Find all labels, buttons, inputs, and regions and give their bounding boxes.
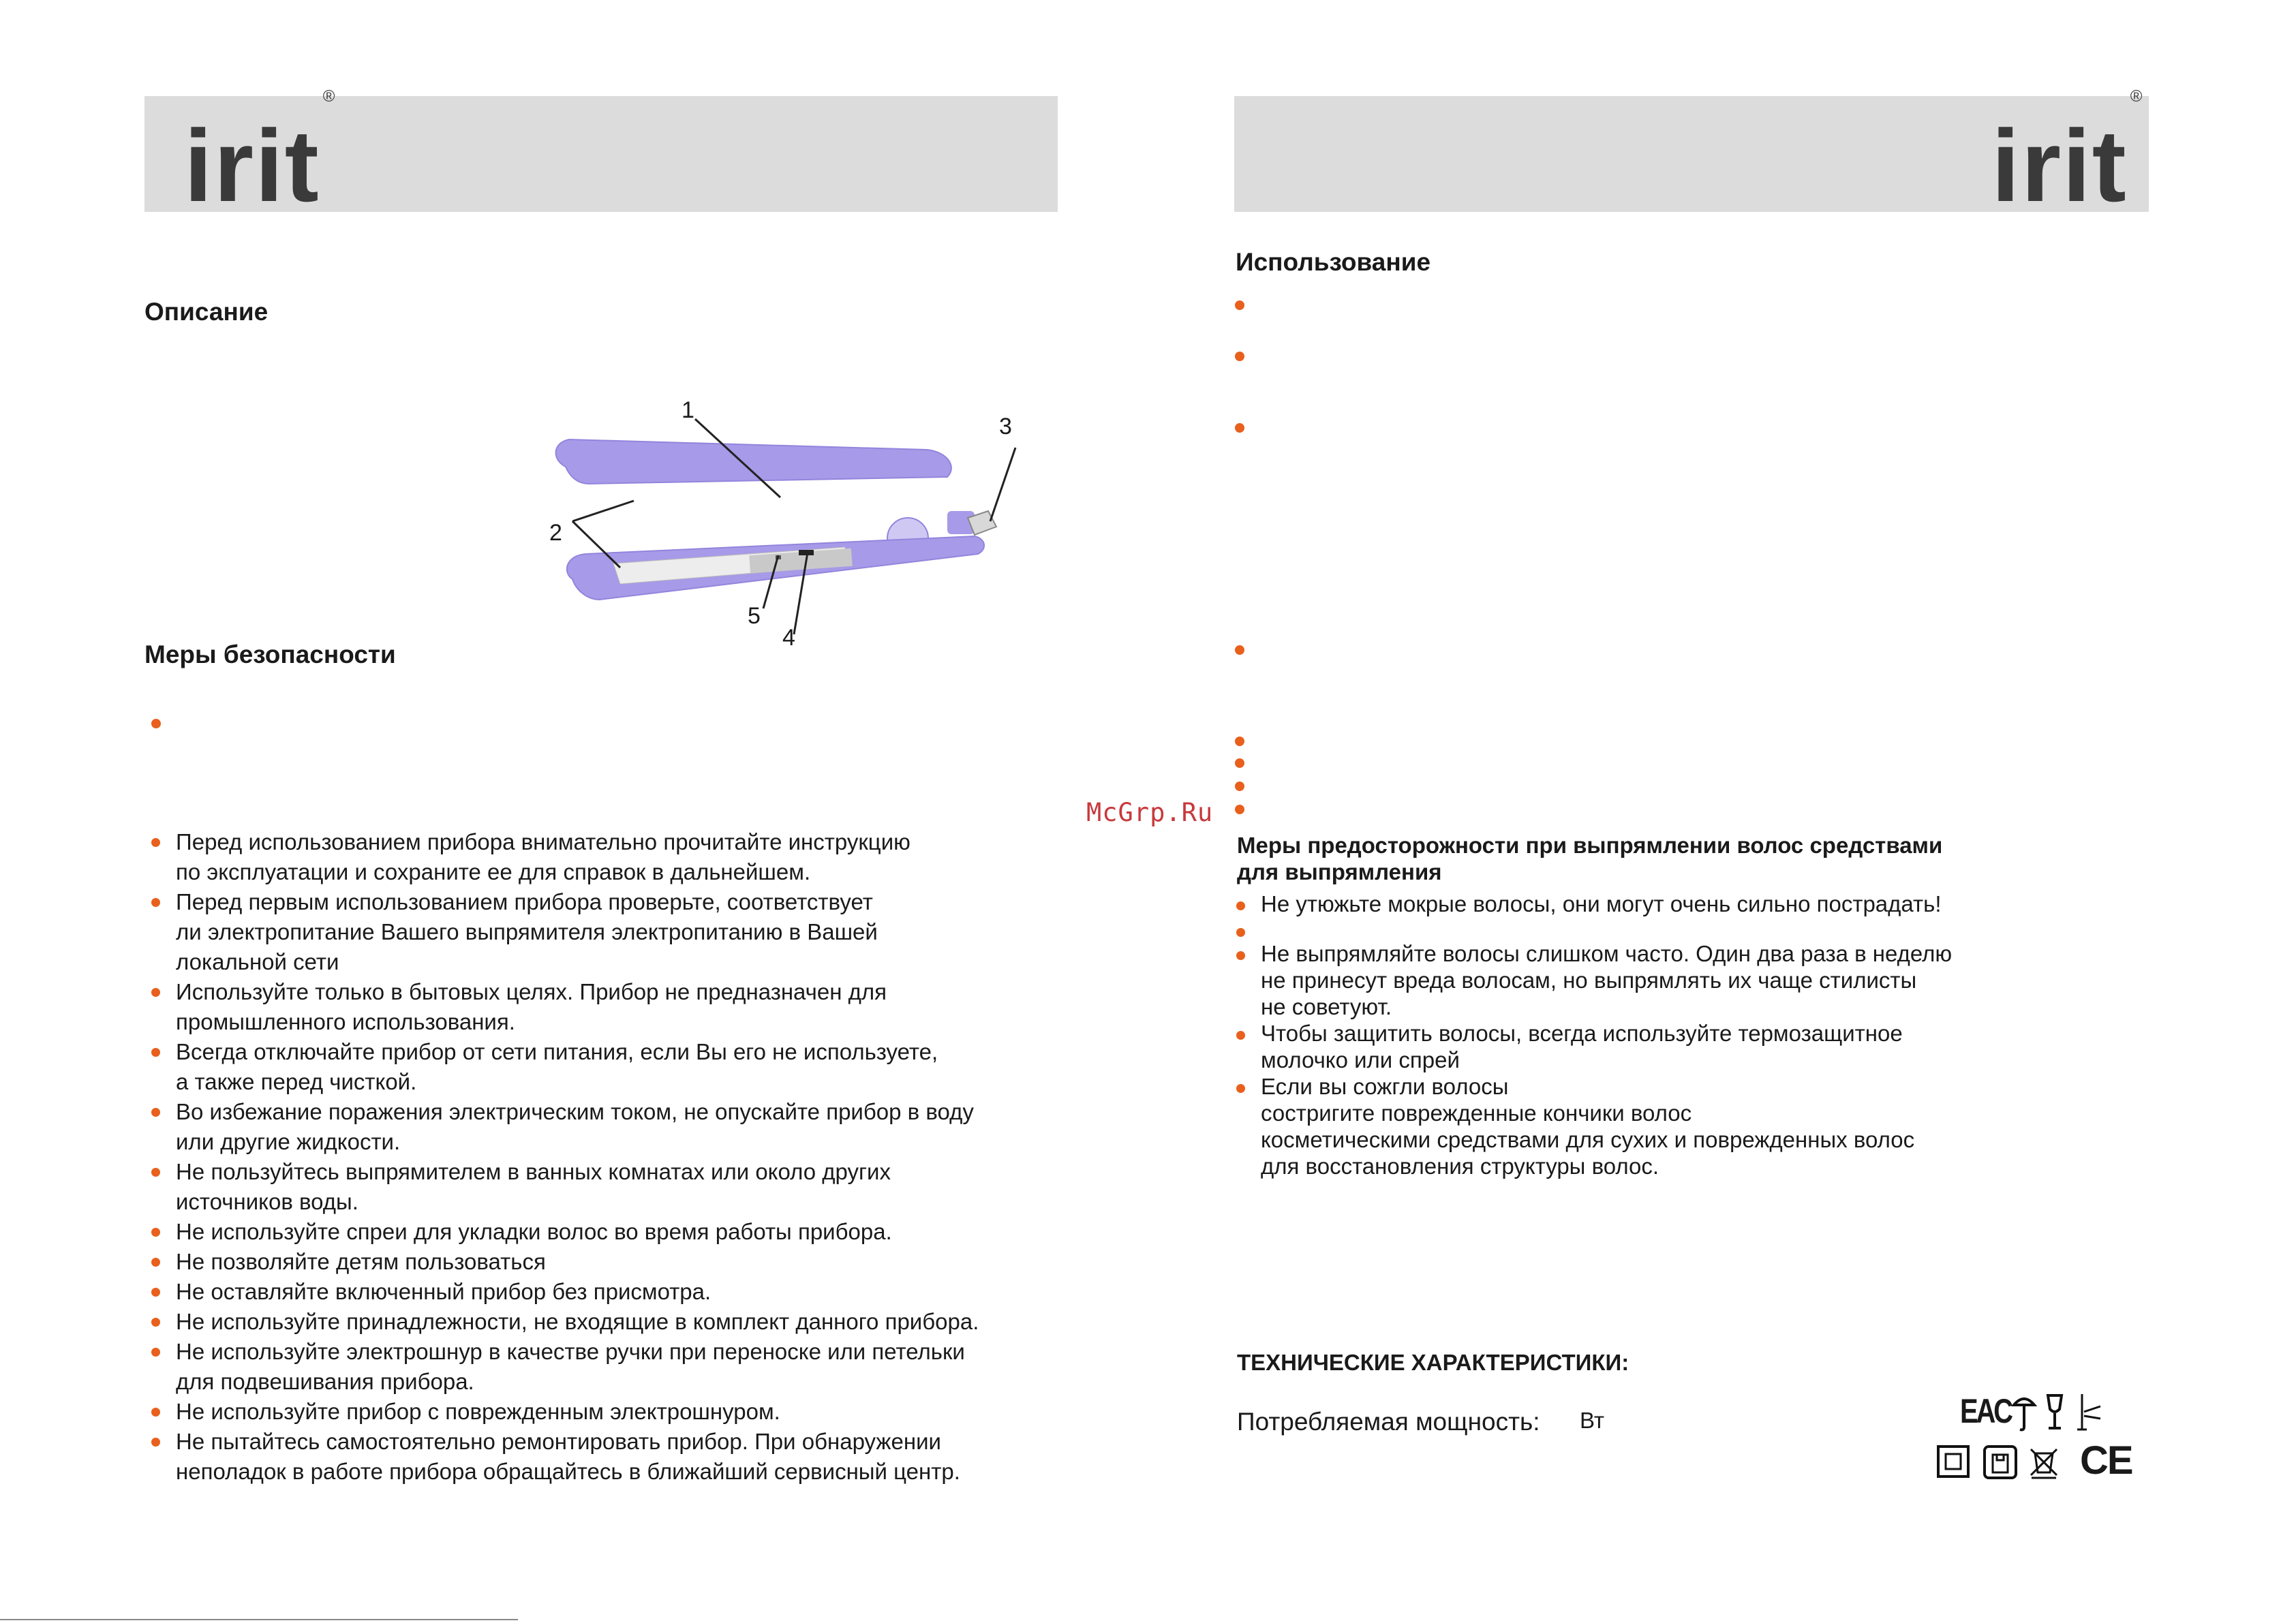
- safety-item: Перед использованием прибора внимательно прочитайте инструкцию по эксплуатации и сохраните ее для справок в дальнейшем.: [146, 827, 1073, 887]
- diagram-label-1: 1: [682, 397, 694, 423]
- usage-bullet: [1235, 782, 1244, 791]
- watermark: McGrp.Ru: [1086, 798, 1214, 827]
- safety-item: Используйте только в бытовых целях. Прибор не предназначен для промышленного использования.: [146, 977, 1073, 1037]
- tech-heading: ТЕХНИЧЕСКИЕ ХАРАКТЕРИСТИКИ:: [1237, 1350, 1629, 1375]
- safety-item: Во избежание поражения электрическим током, не опускайте прибор в воду или другие жидкости.: [146, 1097, 1073, 1157]
- page-edge-line: [0, 1619, 518, 1620]
- temperature-limit-icon: [2077, 1394, 2100, 1429]
- safety-list: [146, 827, 1073, 1487]
- fragile-icon: [2048, 1395, 2062, 1428]
- power-label: Потребляемая мощность:: [1237, 1408, 1540, 1436]
- usage-bullet: [1235, 737, 1244, 746]
- weee-bin-icon: [2031, 1449, 2057, 1478]
- straightener-diagram: [538, 392, 1029, 651]
- registered-mark: ®: [322, 87, 337, 106]
- usage-bullet: [1235, 300, 1244, 310]
- umbrella-icon: [2014, 1399, 2034, 1430]
- class2-icon: [1938, 1447, 1968, 1477]
- diagram-label-4: 4: [782, 625, 795, 651]
- precaution-item: Не выпрямляйте волосы слишком часто. Один два раза в неделю не принесут вреда волосам, но выпрямлять их чаще стилисты не советуют.: [1231, 940, 2144, 1020]
- safety-heading: Меры безопасности: [144, 640, 396, 668]
- brand-logo-left: [184, 87, 337, 223]
- safety-item: Перед первым использованием прибора проверьте, соответствует ли электропитание Вашего выпрямителя электропитанию в Вашей локальной сети: [146, 887, 1073, 977]
- handling-icons-top: [2010, 1391, 2113, 1434]
- safety-item: Всегда отключайте прибор от сети питания, если Вы его не используете, а также перед чисткой.: [146, 1037, 1073, 1097]
- usage-bullet: [1235, 805, 1244, 814]
- usage-heading: Использование: [1236, 248, 1431, 276]
- safety-item: Не пользуйтесь выпрямителем в ванных комнатах или около других источников воды.: [146, 1157, 1073, 1217]
- safety-item: Не используйте прибор с поврежденным электрошнуром.: [146, 1397, 1073, 1427]
- usage-bullet: [1235, 352, 1244, 361]
- safety-item: Не используйте принадлежности, не входящие в комплект данного прибора.: [146, 1307, 1073, 1337]
- diagram-label-3: 3: [999, 414, 1012, 439]
- brand-logo-right: [1991, 87, 2144, 223]
- usage-bullet: [1235, 645, 1244, 655]
- precautions-list: [1231, 891, 2144, 1179]
- brand-logo-text: irit: [184, 108, 320, 223]
- precaution-item: Чтобы защитить волосы, всегда используйте термозащитное молочко или спрей: [1231, 1020, 2144, 1073]
- safety-item: Не используйте спреи для укладки волос во время работы прибора.: [146, 1217, 1073, 1247]
- safety-item: Не позволяйте детям пользоваться: [146, 1247, 1073, 1277]
- usage-bullet: [1235, 758, 1244, 768]
- brand-logo-text: irit: [1991, 108, 2128, 223]
- upper-arm: [556, 439, 951, 484]
- precaution-item-empty: [1231, 917, 2144, 940]
- precautions-heading: Меры предосторожности при выпрямлении волос средствами для выпрямления: [1237, 833, 1943, 884]
- usage-bullet: [1235, 423, 1244, 433]
- safety-item: Не пытайтесь самостоятельно ремонтировать прибор. При обнаружении неполадок в работе прибора обращайтесь в ближайший сервисный центр.: [146, 1427, 1073, 1487]
- power-switch: [799, 550, 814, 555]
- ce-mark: CE: [2080, 1438, 2132, 1483]
- precaution-item: Если вы сожгли волосы состригите поврежденные кончики волос косметическими средствами для сухих и поврежденных волос для восстановления структуры волос.: [1231, 1073, 2144, 1179]
- diagram-label-2: 2: [549, 520, 562, 546]
- empty-bullet: [151, 719, 161, 728]
- safety-item: Не используйте электрошнур в качестве ручки при переноске или петельки для подвешивания прибора.: [146, 1337, 1073, 1397]
- precaution-item: Не утюжьте мокрые волосы, они могут очень сильно пострадать!: [1231, 891, 2144, 917]
- handling-icons-bottom: [1935, 1442, 2082, 1483]
- registered-mark: ®: [2130, 87, 2144, 106]
- safety-item: Не оставляйте включенный прибор без присмотра.: [146, 1277, 1073, 1307]
- eac-mark: EAC: [1960, 1392, 2011, 1430]
- diagram-label-5: 5: [748, 603, 761, 629]
- power-unit: Вт: [1580, 1408, 1605, 1433]
- description-heading: Описание: [144, 298, 269, 326]
